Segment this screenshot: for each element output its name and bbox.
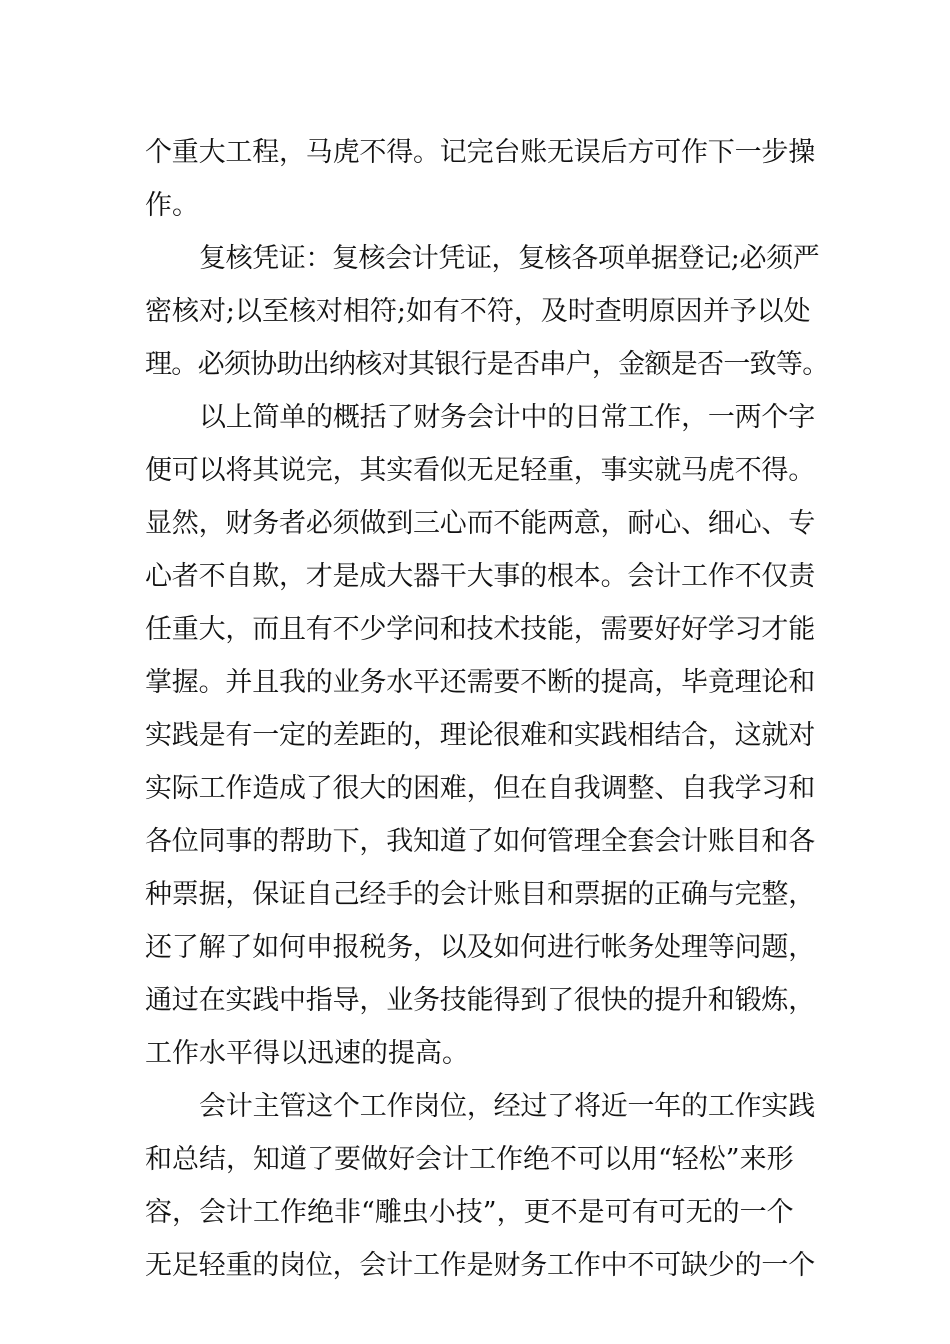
text-line: 理。必须协助出纳核对其银行是否串户，金额是否一致等。 bbox=[145, 349, 829, 380]
text-line: 以上简单的概括了财务会计中的日常工作，一两个字 bbox=[199, 402, 815, 433]
text-line: 各位同事的帮助下，我知道了如何管理全套会计账目和各 bbox=[145, 826, 815, 857]
text-line: 无足轻重的岗位，会计工作是财务工作中不可缺少的一个 bbox=[145, 1250, 815, 1281]
text-line: 工作水平得以迅速的提高。 bbox=[145, 1038, 469, 1069]
text-line: 容，会计工作绝非“雕虫小技”，更不是可有可无的一个 bbox=[145, 1197, 794, 1228]
text-line: 心者不自欺，才是成大器干大事的根本。会计工作不仅责 bbox=[145, 561, 815, 592]
text-line: 实际工作造成了很大的困难，但在自我调整、自我学习和 bbox=[145, 773, 815, 804]
text-line: 还了解了如何申报税务，以及如何进行帐务处理等问题， bbox=[145, 932, 815, 963]
text-line: 和总结，知道了要做好会计工作绝不可以用“轻松”来形 bbox=[145, 1144, 794, 1175]
text-line: 种票据，保证自己经手的会计账目和票据的正确与完整， bbox=[145, 879, 815, 910]
text-line: 复核凭证：复核会计凭证，复核各项单据登记;必须严 bbox=[199, 243, 820, 274]
body-text bbox=[145, 126, 829, 1292]
text-line: 任重大，而且有不少学问和技术技能，需要好好学习才能 bbox=[145, 614, 815, 645]
text-line: 便可以将其说完，其实看似无足轻重，事实就马虎不得。 bbox=[145, 455, 815, 486]
text-line: 通过在实践中指导，业务技能得到了很快的提升和锻炼， bbox=[145, 985, 815, 1016]
text-line: 密核对;以至核对相符;如有不符，及时查明原因并予以处 bbox=[145, 296, 811, 327]
text-line: 掌握。并且我的业务水平还需要不断的提高，毕竟理论和 bbox=[145, 667, 815, 698]
text-line: 显然，财务者必须做到三心而不能两意，耐心、细心、专 bbox=[145, 508, 815, 539]
text-line: 会计主管这个工作岗位，经过了将近一年的工作实践 bbox=[199, 1091, 815, 1122]
text-line: 实践是有一定的差距的，理论很难和实践相结合，这就对 bbox=[145, 720, 815, 751]
text-line: 作。 bbox=[145, 190, 199, 221]
text-line: 个重大工程，马虎不得。记完台账无误后方可作下一步操 bbox=[145, 137, 815, 168]
